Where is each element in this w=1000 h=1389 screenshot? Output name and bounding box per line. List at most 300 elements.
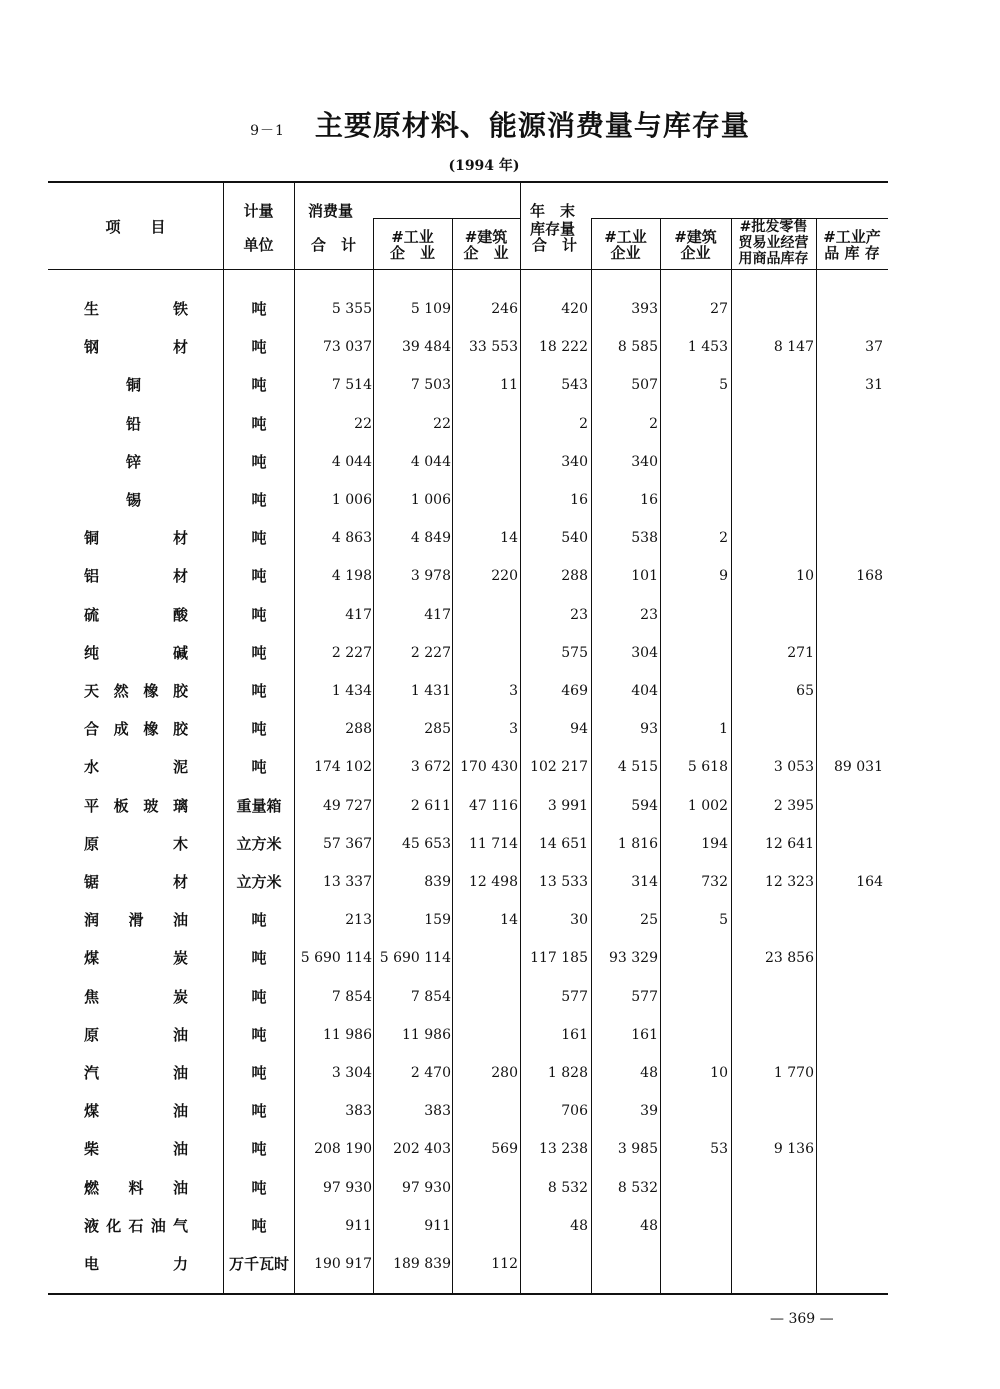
row-value: 404 — [631, 683, 658, 699]
row-value: 340 — [631, 453, 658, 470]
row-value: 340 — [561, 453, 588, 470]
row-value: 5 355 — [331, 301, 372, 317]
item-char: 电 — [84, 1255, 100, 1273]
row-value: 97 930 — [402, 1179, 451, 1196]
item-char: 天 — [84, 682, 100, 700]
row-unit: 吨 — [251, 643, 267, 662]
item-char: 油 — [172, 1025, 188, 1044]
row-value: 417 — [345, 606, 372, 623]
row-value: 2 611 — [410, 797, 451, 814]
page-title — [0, 104, 1000, 144]
row-item-name — [84, 752, 188, 782]
item-char: 原 — [84, 1025, 100, 1044]
table-row — [48, 905, 888, 935]
item-char: 合 — [84, 720, 100, 739]
row-unit: 吨 — [251, 1216, 267, 1235]
table-row — [48, 982, 888, 1012]
row-value: 706 — [561, 1103, 588, 1120]
row-value: 1 002 — [687, 797, 728, 814]
row-value: 280 — [491, 1065, 518, 1081]
row-value: 73 037 — [323, 339, 372, 356]
row-item-name — [84, 1173, 188, 1203]
row-value: 37 — [865, 339, 883, 356]
header-rule — [48, 269, 888, 270]
row-value: 48 — [570, 1217, 588, 1234]
row-unit: 吨 — [251, 682, 267, 700]
row-item-name — [84, 867, 188, 897]
item-char: 油 — [172, 1102, 188, 1121]
row-item-name — [84, 1020, 188, 1050]
row-item-name — [84, 561, 188, 591]
row-value: 16 — [640, 492, 658, 508]
row-unit: 吨 — [251, 720, 267, 739]
row-value: 174 102 — [314, 759, 372, 776]
item-char: 油 — [172, 1064, 188, 1082]
row-value: 393 — [631, 301, 658, 317]
row-value: 2 — [649, 415, 658, 432]
row-value: 285 — [424, 721, 451, 738]
table-row — [48, 943, 888, 973]
row-value: 49 727 — [323, 797, 372, 814]
row-value: 1 006 — [331, 492, 372, 508]
row-unit: 吨 — [251, 758, 267, 777]
header-construction-stock — [660, 229, 731, 261]
row-value: 417 — [424, 606, 451, 623]
row-value: 3 991 — [547, 797, 588, 814]
row-unit: 吨 — [251, 300, 267, 318]
item-char: 煤 — [84, 949, 100, 968]
table-row — [48, 1211, 888, 1241]
row-value: 4 863 — [331, 530, 372, 547]
row-value: 2 470 — [410, 1065, 451, 1081]
item-char: 橡 — [143, 720, 159, 739]
table-row — [48, 867, 888, 897]
item-char: 原 — [84, 834, 100, 853]
row-value: 159 — [424, 912, 451, 929]
header-item: 项 目 — [105, 218, 166, 236]
table-row — [48, 600, 888, 630]
item-char: 油 — [172, 1140, 188, 1159]
row-value: 1 828 — [547, 1065, 588, 1081]
table-row — [48, 370, 888, 400]
row-value: 22 — [354, 415, 372, 432]
header-line: 用商品库存 — [738, 251, 809, 267]
row-value: 1 770 — [773, 1065, 814, 1081]
item-char: 铜 — [84, 529, 100, 548]
header-line: 企 业 — [463, 244, 509, 262]
row-value: 53 — [710, 1141, 728, 1158]
row-value: 39 — [640, 1103, 658, 1120]
row-value: 30 — [570, 912, 588, 929]
table-row — [48, 447, 888, 477]
header-line: #建筑 — [464, 228, 508, 246]
item-char: 柴 — [84, 1140, 100, 1159]
row-item-name — [84, 943, 188, 973]
row-item-name — [84, 294, 188, 324]
row-value: 48 — [640, 1217, 658, 1234]
row-value: 202 403 — [393, 1141, 451, 1158]
row-value: 1 431 — [410, 683, 451, 699]
row-value: 25 — [640, 912, 658, 929]
row-value: 2 — [719, 530, 728, 547]
row-value: 3 — [509, 721, 518, 738]
row-value: 911 — [424, 1217, 451, 1234]
row-value: 57 367 — [323, 835, 372, 852]
row-item-name — [84, 791, 188, 821]
row-value: 12 641 — [765, 835, 814, 852]
item-char: 燃 — [84, 1178, 100, 1197]
row-value: 27 — [710, 301, 728, 317]
row-value: 94 — [570, 721, 588, 738]
item-char: 化 — [106, 1216, 122, 1235]
row-unit: 万千瓦时 — [228, 1255, 289, 1273]
row-value: 194 — [701, 835, 728, 852]
item-char: 硫 — [84, 605, 100, 624]
row-value: 31 — [865, 377, 883, 394]
row-value: 507 — [631, 377, 658, 394]
header-line: #工业 — [604, 228, 647, 246]
row-value: 5 109 — [410, 301, 451, 317]
row-value: 11 — [500, 377, 518, 394]
row-value: 13 533 — [539, 874, 588, 890]
table-row — [48, 523, 888, 553]
table-row — [48, 714, 888, 744]
row-value: 3 053 — [773, 759, 814, 776]
row-value: 112 — [491, 1256, 518, 1272]
row-value: 208 190 — [314, 1141, 372, 1158]
row-value: 4 849 — [410, 530, 451, 547]
header-construction-consumption — [452, 229, 520, 261]
item-char: 料 — [128, 1178, 144, 1197]
row-unit: 吨 — [251, 376, 267, 395]
row-value: 10 — [796, 568, 814, 585]
item-char: 璃 — [172, 796, 188, 815]
row-value: 1 816 — [617, 835, 658, 852]
row-value: 48 — [640, 1065, 658, 1081]
item-char: 成 — [113, 720, 129, 739]
row-unit: 吨 — [251, 414, 267, 433]
row-value: 161 — [561, 1026, 588, 1043]
row-item-name — [84, 523, 188, 553]
row-value: 5 690 114 — [300, 950, 372, 967]
row-value: 97 930 — [323, 1179, 372, 1196]
row-item-name: 铜 — [126, 376, 142, 395]
table-row — [48, 332, 888, 362]
table-row — [48, 1173, 888, 1203]
row-value: 5 — [719, 377, 728, 394]
row-value: 9 — [719, 568, 728, 585]
row-value: 39 484 — [402, 339, 451, 356]
table-title: 主要原材料、能源消费量与库存量 — [314, 109, 750, 142]
header-line: 企业 — [680, 244, 711, 262]
row-value: 117 185 — [530, 950, 588, 967]
header-line: #建筑 — [674, 228, 717, 246]
row-value: 164 — [856, 874, 883, 890]
header-line: 企业 — [610, 244, 641, 262]
row-unit: 立方米 — [236, 834, 282, 853]
row-unit: 吨 — [251, 1102, 267, 1121]
row-value: 93 329 — [609, 950, 658, 967]
item-char: 然 — [113, 682, 129, 700]
row-item-name — [84, 600, 188, 630]
row-value: 911 — [345, 1217, 372, 1234]
item-char: 石 — [128, 1216, 144, 1235]
row-value: 14 — [500, 530, 518, 547]
header-wholesale-stock — [731, 219, 816, 267]
page-number: — 369 — — [770, 1311, 834, 1327]
row-value: 10 — [710, 1065, 728, 1081]
row-value: 2 — [579, 415, 588, 432]
row-value: 383 — [424, 1103, 451, 1120]
row-value: 569 — [491, 1141, 518, 1158]
row-unit: 吨 — [251, 567, 267, 586]
item-char: 钢 — [84, 338, 100, 357]
row-value: 220 — [491, 568, 518, 585]
row-unit: 吨 — [251, 338, 267, 357]
item-char: 平 — [84, 796, 100, 815]
row-value: 168 — [856, 568, 883, 585]
row-unit: 吨 — [251, 1064, 267, 1082]
row-value: 5 618 — [687, 759, 728, 776]
item-char: 力 — [172, 1255, 188, 1273]
table-row — [48, 791, 888, 821]
item-char: 胶 — [172, 682, 188, 700]
table-row — [48, 294, 888, 324]
row-value: 13 337 — [323, 874, 372, 890]
row-value: 5 — [719, 912, 728, 929]
item-char: 板 — [113, 796, 129, 815]
row-item-name — [84, 829, 188, 859]
subheader-line — [373, 218, 520, 219]
row-value: 3 304 — [331, 1065, 372, 1081]
row-value: 538 — [631, 530, 658, 547]
row-value: 89 031 — [834, 759, 883, 776]
row-value: 732 — [701, 874, 728, 890]
row-value: 246 — [491, 301, 518, 317]
header-consumption-total: 合 计 — [310, 236, 356, 254]
item-char: 铁 — [172, 300, 188, 318]
row-value: 1 — [719, 721, 728, 738]
table-row — [48, 1096, 888, 1126]
item-char: 胶 — [172, 720, 188, 739]
row-value: 22 — [433, 415, 451, 432]
row-value: 420 — [561, 301, 588, 317]
row-value: 2 395 — [773, 797, 814, 814]
header-line: #工业产 — [823, 228, 881, 246]
table-row — [48, 1134, 888, 1164]
row-unit: 吨 — [251, 949, 267, 968]
row-item-name — [84, 1249, 188, 1279]
row-value: 9 136 — [773, 1141, 814, 1158]
item-char: 酸 — [172, 605, 188, 624]
row-value: 170 430 — [460, 759, 518, 776]
item-char: 纯 — [84, 643, 100, 662]
table-row — [48, 676, 888, 706]
row-value: 575 — [561, 644, 588, 661]
row-value: 8 147 — [773, 339, 814, 356]
row-value: 4 044 — [410, 453, 451, 470]
row-value: 47 116 — [469, 797, 518, 814]
row-item-name — [84, 1134, 188, 1164]
row-item-name — [84, 676, 188, 706]
row-value: 93 — [640, 721, 658, 738]
item-char: 材 — [172, 338, 188, 357]
row-value: 1 006 — [410, 492, 451, 508]
row-value: 3 672 — [410, 759, 451, 776]
row-value: 839 — [424, 874, 451, 890]
row-value: 189 839 — [393, 1256, 451, 1272]
top-rule — [48, 181, 888, 183]
row-unit: 吨 — [251, 911, 267, 930]
row-value: 288 — [345, 721, 372, 738]
header-unit-bottom: 单位 — [243, 236, 274, 254]
row-value: 4 515 — [617, 759, 658, 776]
row-value: 16 — [570, 492, 588, 508]
row-value: 543 — [561, 377, 588, 394]
row-value: 577 — [561, 988, 588, 1005]
row-item-name — [84, 982, 188, 1012]
item-char: 材 — [172, 873, 188, 891]
item-char: 滑 — [128, 911, 144, 930]
row-value: 12 323 — [765, 874, 814, 890]
item-char: 炭 — [172, 949, 188, 968]
row-unit: 吨 — [251, 452, 267, 471]
row-value: 11 986 — [323, 1026, 372, 1043]
row-value: 23 856 — [765, 950, 814, 967]
row-value: 469 — [561, 683, 588, 699]
row-value: 7 503 — [410, 377, 451, 394]
row-value: 33 553 — [469, 339, 518, 356]
row-value: 271 — [787, 644, 814, 661]
table-row — [48, 1058, 888, 1088]
row-value: 14 — [500, 912, 518, 929]
item-char: 碱 — [172, 643, 188, 662]
item-char: 煤 — [84, 1102, 100, 1121]
row-value: 594 — [631, 797, 658, 814]
item-char: 油 — [150, 1216, 166, 1235]
item-char: 炭 — [172, 987, 188, 1006]
item-char: 润 — [84, 911, 100, 930]
row-value: 23 — [640, 606, 658, 623]
row-value: 383 — [345, 1103, 372, 1120]
row-value: 577 — [631, 988, 658, 1005]
row-value: 2 227 — [331, 644, 372, 661]
item-char: 焦 — [84, 987, 100, 1006]
row-value: 288 — [561, 568, 588, 585]
row-value: 314 — [631, 874, 658, 890]
header-industrial-stock — [591, 229, 660, 261]
table-row — [48, 1249, 888, 1279]
row-unit: 吨 — [251, 529, 267, 548]
table-row — [48, 638, 888, 668]
row-value: 7 854 — [410, 988, 451, 1005]
table-row — [48, 485, 888, 515]
statistics-table — [48, 181, 888, 1296]
header-industrial-product-stock — [816, 229, 888, 261]
row-value: 7 514 — [331, 377, 372, 394]
row-item-name: 锡 — [126, 491, 142, 509]
table-row — [48, 409, 888, 439]
table-row — [48, 829, 888, 859]
row-value: 4 044 — [331, 453, 372, 470]
item-char: 油 — [172, 911, 188, 930]
row-value: 304 — [631, 644, 658, 661]
row-value: 102 217 — [530, 759, 588, 776]
row-item-name — [84, 332, 188, 362]
row-value: 18 222 — [539, 339, 588, 356]
header-line: 品 库 存 — [824, 244, 880, 262]
row-unit: 吨 — [251, 987, 267, 1006]
table-row — [48, 752, 888, 782]
row-value: 3 — [509, 683, 518, 699]
row-value: 7 854 — [331, 988, 372, 1005]
bottom-rule — [48, 1293, 888, 1295]
row-value: 161 — [631, 1026, 658, 1043]
row-value: 190 917 — [314, 1256, 372, 1272]
row-unit: 吨 — [251, 1025, 267, 1044]
row-value: 540 — [561, 530, 588, 547]
row-value: 8 532 — [547, 1179, 588, 1196]
row-value: 2 227 — [410, 644, 451, 661]
row-value: 11 986 — [402, 1026, 451, 1043]
row-unit: 吨 — [251, 491, 267, 509]
item-char: 木 — [172, 834, 188, 853]
row-value: 11 714 — [469, 835, 518, 852]
header-line: 贸易业经营 — [738, 235, 809, 251]
item-char: 汽 — [84, 1064, 100, 1082]
header-industrial-consumption — [373, 229, 452, 261]
header-stock-mid: 库存量 — [530, 220, 576, 238]
item-char: 橡 — [143, 682, 159, 700]
item-char: 气 — [172, 1216, 188, 1235]
item-char: 水 — [84, 758, 100, 777]
row-value: 14 651 — [539, 835, 588, 852]
row-value: 101 — [631, 568, 658, 585]
row-value: 23 — [570, 606, 588, 623]
row-value: 1 453 — [687, 339, 728, 356]
row-value: 3 985 — [617, 1141, 658, 1158]
row-value: 1 434 — [331, 683, 372, 699]
row-item-name — [84, 1211, 188, 1241]
row-item-name — [84, 905, 188, 935]
row-value: 12 498 — [469, 874, 518, 890]
item-char: 生 — [84, 300, 100, 318]
row-value: 5 690 114 — [379, 950, 451, 967]
row-value: 4 198 — [331, 568, 372, 585]
row-value: 8 585 — [617, 339, 658, 356]
row-item-name — [84, 1058, 188, 1088]
row-item-name — [84, 638, 188, 668]
item-char: 玻 — [143, 796, 159, 815]
header-stock-top: 年 末 — [530, 202, 576, 220]
item-char: 锯 — [84, 873, 100, 891]
row-value: 45 653 — [402, 835, 451, 852]
table-year: (1994 年) — [448, 158, 520, 174]
row-item-name — [84, 1096, 188, 1126]
row-item-name — [84, 714, 188, 744]
header-stock-total: 合 计 — [532, 236, 578, 254]
table-row — [48, 561, 888, 591]
item-char: 泥 — [172, 758, 188, 777]
item-char: 材 — [172, 529, 188, 548]
header-consumption: 消费量 — [308, 202, 354, 220]
item-char: 材 — [172, 567, 188, 586]
row-item-name: 铅 — [126, 414, 142, 433]
item-char: 铝 — [84, 567, 100, 586]
row-item-name: 锌 — [126, 452, 142, 471]
item-char: 液 — [84, 1216, 100, 1235]
row-unit: 吨 — [251, 1140, 267, 1159]
